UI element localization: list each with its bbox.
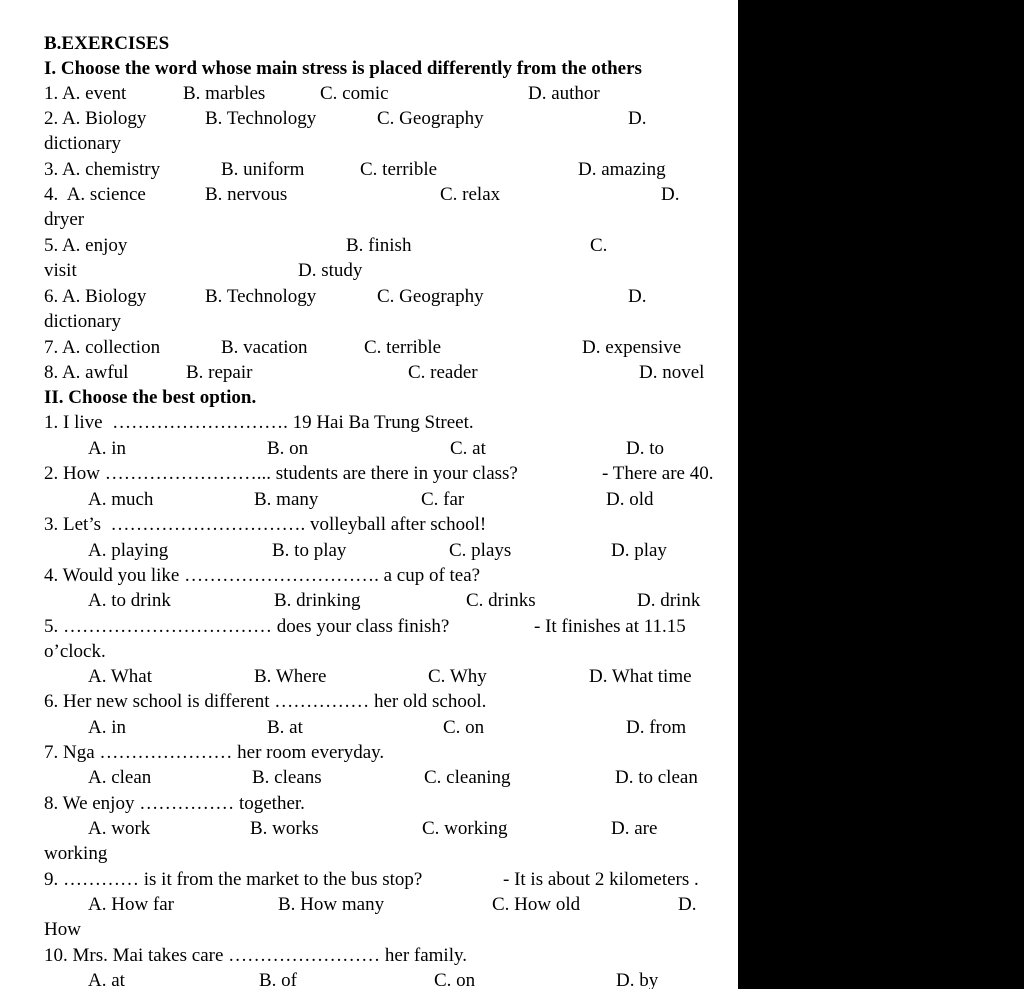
p2-q1-b: B. on — [267, 438, 309, 459]
p2-q7-stem: 7. Nga ………………… her room everyday. — [44, 742, 385, 763]
p2-q9-reply: - It is about 2 kilometers . — [503, 869, 699, 890]
p1-q2-cont: dictionary — [44, 133, 122, 154]
p1-q1-c: C. comic — [320, 83, 389, 104]
p1-q5-a: 5. A. enjoy — [44, 235, 128, 256]
p2-q2-a: A. much — [88, 489, 154, 510]
p2-q6-c: C. on — [443, 717, 485, 738]
p2-q8-c: C. working — [422, 818, 508, 839]
p1-q1-b: B. marbles — [183, 83, 266, 104]
p2-q7-b: B. cleans — [252, 767, 322, 788]
p2-q1-stem: 1. I live ………………………. 19 Hai Ba Trung Street. — [44, 412, 474, 433]
p1-q8-a: 8. A. awful — [44, 362, 129, 383]
p2-q5-b: B. Where — [254, 666, 327, 687]
p1-q6-b: B. Technology — [205, 286, 317, 307]
p2-q2-d: D. old — [606, 489, 654, 510]
p1-q4-c: C. relax — [440, 184, 501, 205]
p1-q3-b: B. uniform — [221, 159, 305, 180]
p1-q6-c: C. Geography — [377, 286, 484, 307]
part1-title: I. Choose the word whose main stress is placed differently from the others — [44, 58, 642, 79]
p2-q5-c: C. Why — [428, 666, 487, 687]
p2-q6-a: A. in — [88, 717, 126, 738]
p2-q4-c: C. drinks — [466, 590, 536, 611]
p1-q4-d: D. — [661, 184, 680, 205]
p2-q5-d: D. What time — [589, 666, 692, 687]
p2-q6-b: B. at — [267, 717, 303, 738]
p2-q9-c: C. How old — [492, 894, 581, 915]
p2-q9-d: D. — [678, 894, 697, 915]
p2-q10-c: C. on — [434, 970, 476, 989]
p2-q9-stem: 9. ………… is it from the market to the bus stop? — [44, 869, 423, 890]
p1-q3-a: 3. A. chemistry — [44, 159, 161, 180]
p1-q5-c: C. — [590, 235, 608, 256]
p1-q3-c: C. terrible — [360, 159, 438, 180]
p1-q7-b: B. vacation — [221, 337, 308, 358]
p1-q1-d: D. author — [528, 83, 600, 104]
black-margin — [738, 0, 1024, 989]
p1-q4-b: B. nervous — [205, 184, 288, 205]
p2-q10-d: D. by — [616, 970, 659, 989]
p2-q3-d: D. play — [611, 540, 667, 561]
p1-q7-a: 7. A. collection — [44, 337, 161, 358]
p2-q1-a: A. in — [88, 438, 126, 459]
p2-q6-d: D. from — [626, 717, 687, 738]
p1-q2-b: B. Technology — [205, 108, 317, 129]
p2-q2-stem: 2. How ……………………... students are there in your class? — [44, 463, 518, 484]
p2-q10-a: A. at — [88, 970, 125, 989]
p1-q4-cont: dryer — [44, 209, 85, 230]
p1-q2-c: C. Geography — [377, 108, 484, 129]
p2-q8-d: D. are — [611, 818, 658, 839]
p2-q7-c: C. cleaning — [424, 767, 511, 788]
p2-q4-d: D. drink — [637, 590, 701, 611]
p1-q6-a: 6. A. Biology — [44, 286, 147, 307]
p2-q2-c: C. far — [421, 489, 465, 510]
p2-q8-cont: working — [44, 843, 108, 864]
p2-q2-b: B. many — [254, 489, 319, 510]
p2-q1-c: C. at — [450, 438, 486, 459]
p2-q5-stem: 5. …………………………… does your class finish? — [44, 616, 450, 637]
p1-q5-d: D. study — [298, 260, 363, 281]
p2-q5-a: A. What — [88, 666, 153, 687]
p2-q9-b: B. How many — [278, 894, 385, 915]
p2-q2-reply: - There are 40. — [602, 463, 714, 484]
p2-q4-b: B. drinking — [274, 590, 361, 611]
p1-q8-b: B. repair — [186, 362, 253, 383]
p1-q8-d: D. novel — [639, 362, 705, 383]
p1-q4-a: 4. A. science — [44, 184, 146, 205]
p2-q3-a: A. playing — [88, 540, 169, 561]
p2-q8-b: B. works — [250, 818, 319, 839]
p1-q7-d: D. expensive — [582, 337, 682, 358]
p2-q10-stem: 10. Mrs. Mai takes care …………………… her family. — [44, 945, 468, 966]
p2-q10-b: B. of — [259, 970, 297, 989]
p2-q8-a: A. work — [88, 818, 151, 839]
p2-q9-a: A. How far — [88, 894, 175, 915]
p2-q7-d: D. to clean — [615, 767, 698, 788]
p1-q5-c-cont: visit — [44, 260, 77, 281]
p1-q6-d: D. — [628, 286, 647, 307]
p2-q6-stem: 6. Her new school is different …………… her old school. — [44, 691, 487, 712]
section-heading: B.EXERCISES — [44, 33, 170, 54]
p1-q7-c: C. terrible — [364, 337, 442, 358]
p2-q5-reply: - It finishes at 11.15 — [534, 616, 686, 637]
p2-q8-stem: 8. We enjoy …………… together. — [44, 793, 305, 814]
p2-q9-cont: How — [44, 919, 81, 940]
p2-q3-c: C. plays — [449, 540, 512, 561]
p2-q3-b: B. to play — [272, 540, 347, 561]
p2-q4-stem: 4. Would you like …………………………. a cup of tea? — [44, 565, 481, 586]
p1-q1-a: 1. A. event — [44, 83, 127, 104]
part2-title: II. Choose the best option. — [44, 387, 257, 408]
p1-q2-d: D. — [628, 108, 647, 129]
p1-q5-b: B. finish — [346, 235, 412, 256]
p1-q6-cont: dictionary — [44, 311, 122, 332]
p1-q8-c: C. reader — [408, 362, 478, 383]
p2-q5-cont: o’clock. — [44, 641, 106, 662]
p2-q1-d: D. to — [626, 438, 664, 459]
p2-q3-stem: 3. Let’s …………………………. volleyball after school! — [44, 514, 487, 535]
p2-q4-a: A. to drink — [88, 590, 171, 611]
p1-q3-d: D. amazing — [578, 159, 666, 180]
p2-q7-a: A. clean — [88, 767, 152, 788]
p1-q2-a: 2. A. Biology — [44, 108, 147, 129]
